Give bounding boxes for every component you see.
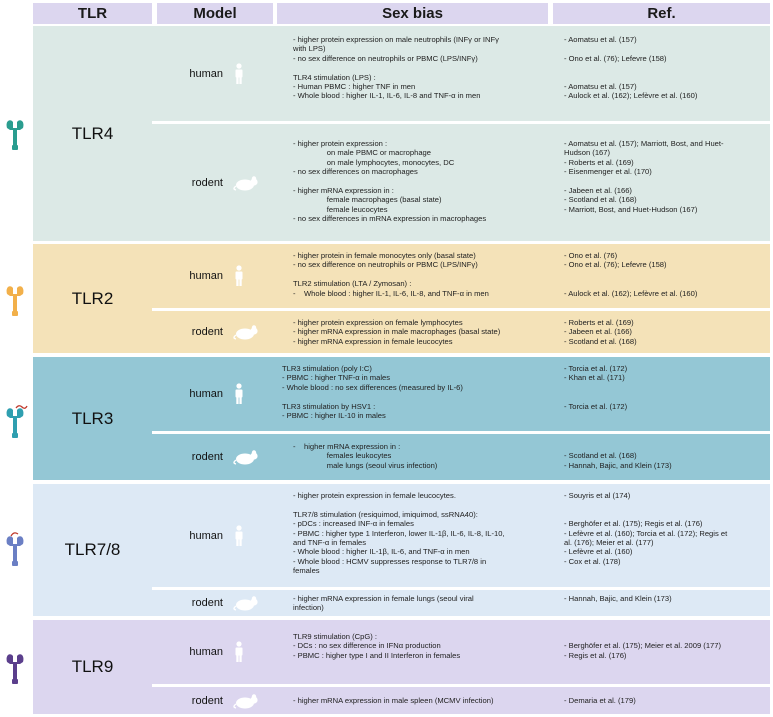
model-label: human [189,67,223,80]
human-icon [233,383,245,405]
tlr2-rodent-bias: - higher protein expression on female lymphocytes - higher mRNA expression in male macrophages (basal state) - higher mRNA expression in female leucocytes [293,318,501,346]
header-ref: Ref. [553,3,770,24]
receptor-icon [4,116,26,152]
human-icon [233,641,245,663]
tlr2-human-bias: - higher protein in female monocytes only (basal state) - no sex difference on neutrophils or PBMC (LPS/INFγ) TLR2 stimulation (LTA / Zymosan) : - Whole blood : higher IL-1, IL-6, IL-8, and TNF-α in men [293,251,489,298]
tlr3-human-model [157,357,273,431]
tlr78-human-model [157,484,273,587]
tlr4-rodent-model [157,124,273,241]
tlr4-human-model [157,26,273,121]
model-label: rodent [191,694,223,707]
tlr9-human-model [157,620,273,684]
tlr3-name: TLR3 [71,408,114,428]
tlr9-rodent-bias: - higher mRNA expression in male spleen (MCMV infection) [293,696,494,705]
human-icon [233,265,245,287]
tlr9-rodent-model [157,687,273,714]
tlr2-name: TLR2 [71,288,114,308]
tlr9-human-ref: - Berghöfer et al. (175); Meier et al. 2009 (177) - Regis et al. (176) [564,641,722,660]
header-tlr: TLR [33,3,152,24]
model-label: human [189,270,223,282]
tlr3-human-bias: TLR3 stimulation (poly I:C) - PBMC : higher TNF-α in males - Whole blood : no sex differences (measured by IL-6) TLR3 stimulation by HSV1 : - PBMC : higher IL-10 in males [282,364,463,421]
tlr78-rodent-ref: - Hannah, Bajic, and Klein (173) [564,594,672,603]
receptor-icon [4,530,28,568]
tlr3-rodent-ref: - Scotland et al. (168) - Hannah, Bajic, and Klein (173) [564,451,672,470]
receptor-icon [4,650,26,686]
mouse-icon [233,175,263,191]
model-label: human [189,388,223,400]
tlr9-rodent-ref: - Demaria et al. (179) [564,696,636,705]
tlr4-rodent-ref: - Aomatsu et al. (157); Marriott, Bost, and Huet- Hudson (167) - Roberts et al. (169) - Eisenmenger et al. (170) - Jabeen et al. (166) - Scotland et al. (168) - Marriott, Bost, and Huet-Hudson (167) [564,139,724,214]
tlr78-rodent-bias: - higher mRNA expression in female lungs (seoul viral infection) [293,594,474,613]
model-label: rodent [191,176,223,189]
receptor-icon [4,282,26,318]
model-label: rodent [191,597,223,609]
receptor-icon [2,402,28,440]
tlr2-human-ref: - Ono et al. (76) - Ono et al. (76); Lefevre (158) - Aulock et al. (162); Lefèvre et al. (160) [564,251,698,298]
tlr9-human-bias: TLR9 stimulation (CpG) : - DCs : no sex difference in IFNα production - PBMC : higher type I and II Interferon in females [293,632,461,660]
mouse-icon [233,595,263,611]
mouse-icon [233,324,263,340]
model-label: human [189,646,223,658]
tlr3-rodent-model [157,434,273,480]
mouse-icon [233,693,263,709]
tlr2-rodent-ref: - Roberts et al. (169) - Jabeen et al. (166) - Scotland et al. (168) [564,318,637,346]
human-icon [233,525,245,547]
tlr2-rodent-model [157,311,273,353]
tlr3-human-ref: - Torcia et al. (172) - Khan et al. (171) - Torcia et al. (172) [564,364,628,411]
tlr78-human-bias: - higher protein expression in female leucocytes. TLR7/8 stimulation (resiquimod, imiquimod, ssRNA40): - pDCs : increased INF-α in females - PBMC : higher type 1 Interferon, lower IL-1β, IL-6, IL-8, IL-10, and TNF-α in females - Whole blood : higher IL-1β, IL-6, and TNF-α in men - Whole blood : HCMV suppresses response to TLR7/8 in females [293,491,505,576]
tlr9-name: TLR9 [71,657,114,676]
tlr4-rodent-bias: - higher protein expression : on male PBMC or macrophage on male lymphocytes, monocytes, DC - no sex differences on macrophages - higher mRNA expression in : female macrophages (basal state) female leucocytes - no sex differences in mRNA expression in macrophages [293,139,487,224]
model-label: rodent [191,451,223,463]
tlr4-human-bias: - higher protein expression on male neutrophils (INFγ or INFγ with LPS) - no sex difference on neutrophils or PBMC (LPS/INFγ) TLR4 stimulation (LPS) : - Human PBMC : higher TNF in men - Whole blood : higher IL-1, IL-6, IL-8 and TNF-α in men [293,35,499,101]
tlr78-name: TLR7/8 [64,540,121,559]
tlr3-rodent-bias: - higher mRNA expression in : females leukocytes male lungs (seoul virus infection) [293,442,438,470]
tlr4-human-ref: - Aomatsu et al. (157) - Ono et al. (76); Lefevre (158) - Aomatsu et al. (157) - Aulock et al. (162); Lefèvre et al. (160) [564,35,698,101]
mouse-icon [233,449,263,465]
tlr78-human-ref: - Souyris et al (174) - Berghöfer et al. (175); Regis et al. (176) - Lefèvre et al. (160); Torcia et al. (172); Regis et al. (176); Meier et al. (177) - Lefèvre et al. (160) - Cox et al. (178) [564,491,728,566]
tlr2-human-model [157,244,273,308]
tlr78-rodent-model [157,590,273,616]
tlr4-name: TLR4 [71,123,114,143]
header-model: Model [157,3,273,24]
model-label: rodent [191,326,223,338]
header-sex-bias: Sex bias [277,3,548,24]
model-label: human [189,529,223,542]
human-icon [233,63,245,85]
